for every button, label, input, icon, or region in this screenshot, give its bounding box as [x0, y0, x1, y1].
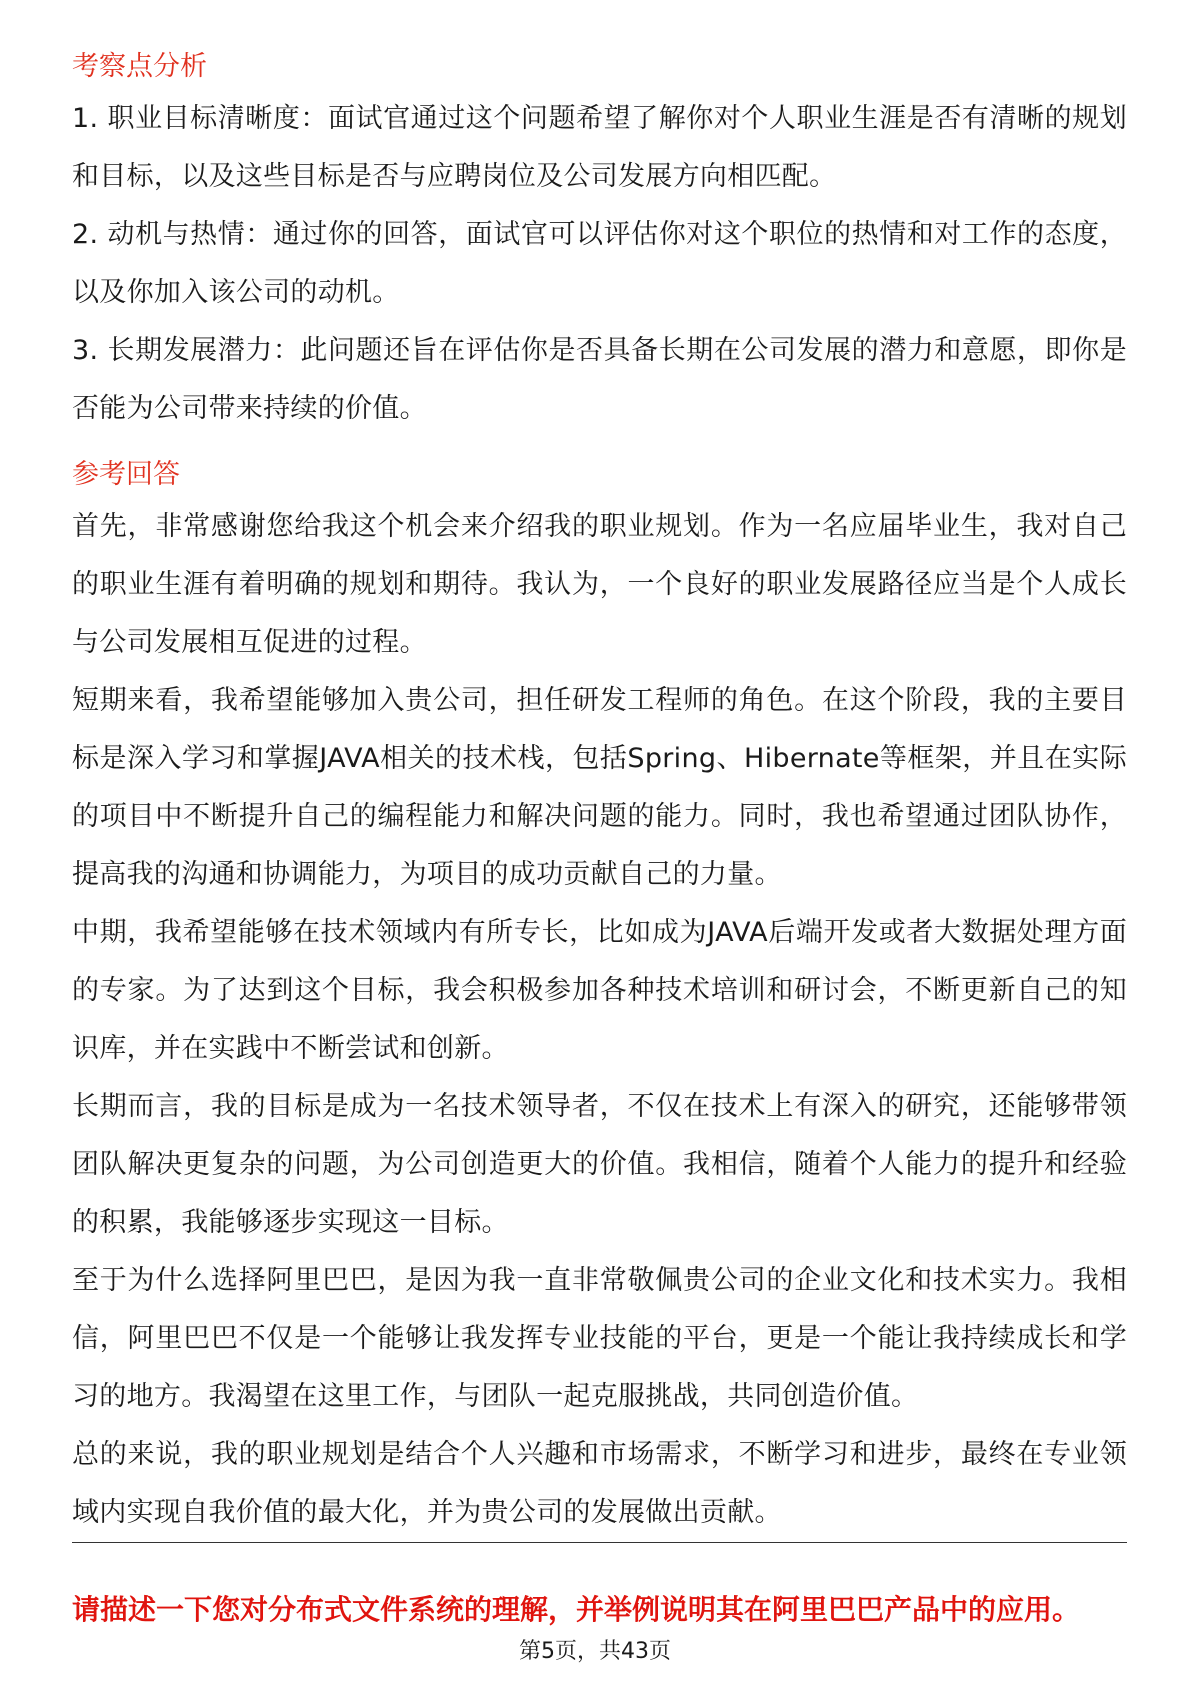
analysis-heading: 考察点分析 [72, 51, 207, 82]
answer-paragraph: 总的来说，我的职业规划是结合个人兴趣和市场需求，不断学习和进步，最终在专业领域内实现自我价值的最大化，并为贵公司的发展做出贡献。 [72, 1439, 1127, 1528]
answer-paragraph: 中期，我希望能够在技术领域内有所专长，比如成为JAVA后端开发或者大数据处理方面的专家。为了达到这个目标，我会积极参加各种技术培训和研讨会，不断更新自己的知识库，并在实践中不断尝试和创新。 [72, 917, 1127, 1064]
answer-paragraph: 至于为什么选择阿里巴巴，是因为我一直非常敬佩贵公司的企业文化和技术实力。我相信，阿里巴巴不仅是一个能够让我发挥专业技能的平台，更是一个能让我持续成长和学习的地方。我渴望在这里工作，与团队一起克服挑战，共同创造价值。 [72, 1265, 1127, 1412]
page-number: 第5页，共43页 [519, 1639, 671, 1664]
answer-paragraph: 首先，非常感谢您给我这个机会来介绍我的职业规划。作为一名应届毕业生，我对自己的职业生涯有着明确的规划和期待。我认为，一个良好的职业发展路径应当是个人成长与公司发展相互促进的过程。 [72, 511, 1127, 658]
section-divider [72, 1542, 1127, 1543]
analysis-item: 3. 长期发展潜力：此问题还旨在评估你是否具备长期在公司发展的潜力和意愿，即你是否能为公司带来持续的价值。 [72, 335, 1127, 424]
document-body [72, 44, 1127, 1542]
answer-heading: 参考回答 [72, 459, 180, 490]
answer-paragraph: 长期而言，我的目标是成为一名技术领导者，不仅在技术上有深入的研究，还能够带领团队解决更复杂的问题，为公司创造更大的价值。我相信，随着个人能力的提升和经验的积累，我能够逐步实现这一目标。 [72, 1091, 1127, 1238]
next-question-heading: 请描述一下您对分布式文件系统的理解，并举例说明其在阿里巴巴产品中的应用。 [72, 1593, 1081, 1626]
analysis-item: 1. 职业目标清晰度：面试官通过这个问题希望了解你对个人职业生涯是否有清晰的规划和目标，以及这些目标是否与应聘岗位及公司发展方向相匹配。 [72, 103, 1127, 192]
answer-paragraph: 短期来看，我希望能够加入贵公司，担任研发工程师的角色。在这个阶段，我的主要目标是深入学习和掌握JAVA相关的技术栈，包括Spring、Hibernate等框架，并且在实际的项目中不断提升自己的编程能力和解决问题的能力。同时，我也希望通过团队协作，提高我的沟通和协调能力，为项目的成功贡献自己的力量。 [72, 685, 1127, 890]
analysis-item: 2. 动机与热情：通过你的回答，面试官可以评估你对这个职位的热情和对工作的态度，以及你加入该公司的动机。 [72, 219, 1127, 308]
